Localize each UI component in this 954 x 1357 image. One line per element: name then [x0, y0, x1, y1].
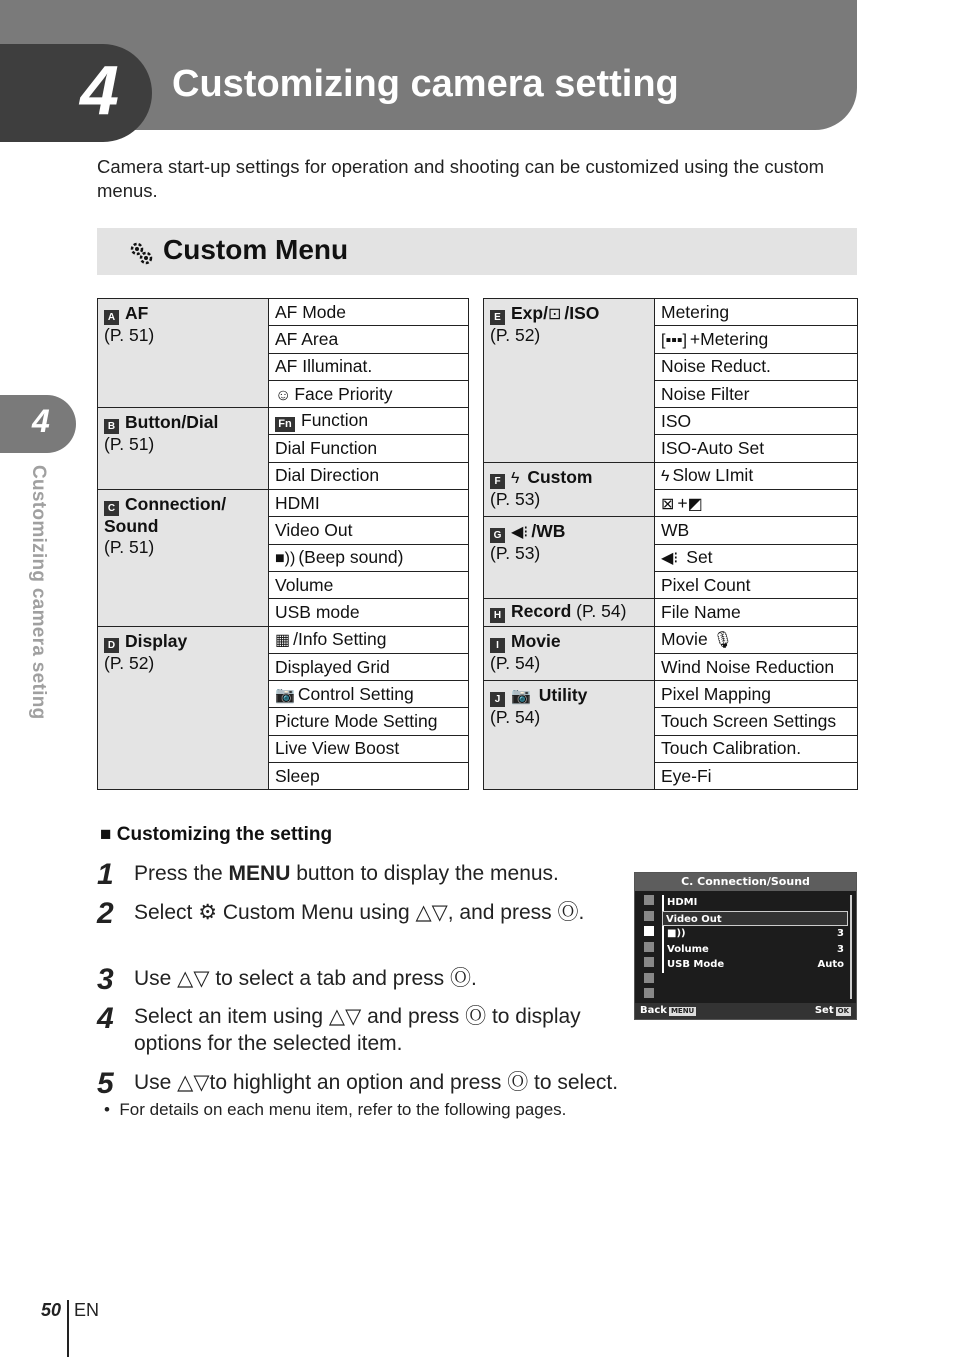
menu-item-af-metering [655, 326, 858, 353]
image-quality-icon: ◀⁝ [511, 524, 529, 542]
menu-item: Dial Direction [269, 462, 469, 489]
step-number: 2 [97, 897, 114, 930]
menu-item: ISO-Auto Set [655, 435, 858, 462]
tab-page-ref: (P. 52) [104, 652, 155, 673]
tab-page-ref: (P. 54) [576, 601, 627, 622]
tab-exp-iso [484, 299, 655, 463]
page-title: Customizing camera setting [172, 63, 679, 105]
custom-menu-table-left [97, 298, 469, 790]
tab-record [484, 599, 655, 626]
menu-item: AF Mode [269, 299, 469, 326]
tab-name: Display [125, 630, 188, 651]
tab-movie [484, 626, 655, 681]
square-bullet-icon: ■ [100, 824, 117, 845]
tab-quality-wb [484, 517, 655, 599]
menu-item: Volume [269, 571, 469, 598]
tab-name: Movie [511, 630, 561, 651]
flash-compensation-icon: ⊠ [661, 495, 675, 513]
language-label: EN [74, 1300, 100, 1320]
step-text: Use △▽to highlight an option and press Ⓞ to select. [134, 1071, 619, 1094]
chapter-tab [0, 44, 152, 142]
camera-back-label: Back [640, 1005, 667, 1016]
menu-item-label: Control Setting [297, 683, 414, 704]
camera-screen-footer [635, 1003, 856, 1019]
menu-item: Picture Mode Setting [269, 708, 469, 735]
menu-item-slow-limit [655, 462, 858, 489]
tab-name: Record [511, 601, 572, 622]
camera-row-label: Video Out [666, 913, 722, 925]
menu-item: Noise Reduct. [655, 353, 858, 380]
tab-af [98, 299, 269, 408]
step-text-part: Press the [134, 862, 229, 885]
custom-menu-gear-icon [128, 240, 154, 266]
camera-scrollbar [850, 895, 852, 999]
menu-item: Metering [655, 299, 858, 326]
fn-icon: Fn [275, 417, 295, 432]
tab-f-icon: F [490, 474, 505, 489]
image-quality-icon: ◀⁝ [661, 550, 679, 568]
intro-text: Camera start-up settings for operation and shooting can be customized using the custom menus. [97, 156, 825, 201]
menu-item-label: Function [301, 410, 369, 431]
chapter-number: 4 [80, 51, 119, 129]
camera-row-value: 3 [837, 943, 844, 955]
menu-item: Displayed Grid [269, 653, 469, 680]
tab-page-ref: (P. 51) [104, 537, 155, 558]
menu-item: AF Illuminat. [269, 353, 469, 380]
camera-row [662, 895, 848, 911]
menu-item-function [269, 408, 469, 435]
speaker-icon: ■)) [275, 550, 296, 568]
menu-item-label: Slow LImit [672, 465, 754, 486]
tab-page-ref: (P. 54) [490, 652, 541, 673]
bullet-icon: • [104, 1100, 120, 1119]
menu-item: Sleep [269, 763, 469, 790]
camera-row-label: Volume [667, 943, 709, 955]
camera-screen-list [662, 895, 848, 973]
tab-icon [644, 957, 654, 967]
tab-page-ref: (P. 52) [490, 325, 541, 345]
side-chapter-number: 4 [32, 403, 50, 439]
camera-row-selected [662, 911, 848, 927]
tab-icon-active [644, 926, 654, 936]
procedure-heading-text: Customizing the setting [116, 824, 333, 845]
menu-item-label: Face Priority [294, 383, 393, 404]
menu-item: File Name [655, 599, 858, 626]
menu-item: ISO [655, 408, 858, 435]
menu-item-label: /Info Setting [293, 629, 387, 650]
menu-item: Video Out [269, 517, 469, 544]
tab-icon [644, 895, 654, 905]
menu-button-icon: MENU [670, 1007, 695, 1015]
step-text [134, 899, 614, 926]
tab-icon [644, 942, 654, 952]
menu-button-label: MENU [228, 862, 291, 885]
procedure-heading [100, 824, 332, 846]
tab-connection-sound [98, 490, 269, 626]
tab-page-ref: (P. 51) [104, 325, 155, 345]
tab-g-icon: G [490, 528, 505, 543]
info-grid-icon: ▦ [275, 632, 291, 650]
note [104, 1100, 566, 1120]
flash-icon: ϟ [511, 469, 520, 487]
menu-item: Eye-Fi [655, 763, 858, 790]
step-number: 4 [97, 1002, 114, 1035]
camera-icon: 📷 [511, 688, 531, 706]
step-text: Use △▽ to select a tab and press Ⓞ. [134, 967, 477, 990]
menu-item-label: (Beep sound) [298, 547, 404, 568]
step-text-part: Custom Menu using △▽, and press Ⓞ. [217, 901, 585, 924]
camera-set-hint [815, 1003, 851, 1019]
menu-item-quality-set [655, 544, 858, 571]
menu-item-beep [269, 544, 469, 571]
menu-item: Pixel Count [655, 571, 858, 598]
tab-display [98, 626, 269, 790]
footer-divider [67, 1300, 69, 1357]
section-title: Custom Menu [163, 234, 349, 265]
tab-page-ref: (P. 53) [490, 488, 541, 509]
camera-screen-tabs [644, 895, 656, 1004]
tab-b-icon: B [104, 419, 119, 434]
step-text: Select an item using △▽ and press Ⓞ to display options for the selected item. [134, 1005, 581, 1055]
tab-name: AF [125, 303, 149, 323]
tab-name: Connection/ [125, 494, 227, 515]
camera-row-label: ■)) [667, 928, 686, 939]
menu-item: HDMI [269, 490, 469, 517]
menu-item: Pixel Mapping [655, 681, 858, 708]
menu-item-face-priority [269, 380, 469, 407]
camera-row-value: Auto [817, 959, 844, 970]
menu-item-info-setting [269, 626, 469, 653]
tab-button-dial [98, 408, 269, 490]
tab-d-icon: D [104, 638, 119, 653]
tab-page-ref: (P. 53) [490, 543, 541, 564]
ok-button-icon: OK [837, 1007, 849, 1015]
menu-item: WB [655, 517, 858, 544]
menu-item-movie-mic [655, 626, 858, 653]
tab-name: Button/Dial [125, 412, 219, 433]
menu-item: Live View Boost [269, 735, 469, 762]
custom-menu-table-right [483, 298, 858, 790]
metering-icon: ⊡ [547, 306, 562, 323]
tab-page-ref: (P. 51) [104, 434, 155, 455]
step-text [134, 860, 614, 887]
menu-item-label: + [677, 492, 688, 513]
side-chapter-label: Customizing camera seting [28, 465, 49, 720]
tab-name: Utility [538, 685, 588, 706]
camera-screen-illustration [634, 872, 857, 1020]
tab-flash-custom [484, 462, 655, 517]
af-frame-icon: [▪▪▪] [661, 331, 687, 349]
camera-back-hint [640, 1003, 696, 1019]
face-icon: ☺ [275, 386, 292, 404]
gear-icon: ⚙ [198, 901, 218, 924]
tab-i-icon: I [490, 638, 505, 653]
tab-c-icon: C [104, 501, 119, 516]
menu-item: Touch Calibration. [655, 735, 858, 762]
tab-e-icon: E [490, 310, 505, 325]
camera-row-value: 3 [837, 928, 844, 939]
menu-item-label: Movie [661, 629, 708, 650]
tab-name: Custom [527, 466, 593, 487]
menu-item: AF Area [269, 326, 469, 353]
tab-name: /WB [531, 521, 566, 542]
step-number: 5 [97, 1067, 114, 1100]
camera-row-label: HDMI [667, 897, 698, 908]
tab-icon [644, 973, 654, 983]
step-number: 3 [97, 963, 114, 996]
camera-row-label: USB Mode [667, 959, 725, 970]
menu-item-label: +Metering [689, 328, 769, 349]
page-number: 50 [41, 1300, 62, 1320]
step-number: 1 [97, 858, 114, 891]
tab-page-ref: (P. 54) [490, 707, 541, 728]
tab-j-icon: J [490, 692, 505, 707]
menu-item: Noise Filter [655, 380, 858, 407]
camera-row [662, 957, 848, 973]
menu-item-control-setting [269, 681, 469, 708]
tab-name-line2: Sound [104, 516, 159, 537]
step-text-part: button to display the menus. [290, 862, 559, 885]
flash-icon: ϟ [661, 468, 670, 486]
microphone-icon: 🎙 [712, 632, 733, 650]
tab-utility [484, 681, 655, 790]
tab-name: Exp/ [511, 303, 548, 323]
tab-icon [644, 911, 654, 921]
menu-item-flash-comp [655, 490, 858, 517]
menu-item: USB mode [269, 599, 469, 626]
camera-screen-title: C. Connection/Sound [635, 873, 856, 891]
camera-icon: 📷 [275, 686, 295, 704]
menu-item: Dial Function [269, 435, 469, 462]
step-text-part: Select [134, 901, 199, 924]
exposure-compensation-icon: ◩ [687, 495, 703, 513]
menu-item: Touch Screen Settings [655, 708, 858, 735]
menu-item: Wind Noise Reduction [655, 653, 858, 680]
tab-icon [644, 988, 654, 998]
tab-a-icon: A [104, 310, 119, 325]
tab-name-suffix: /ISO [564, 303, 600, 323]
tab-h-icon: H [490, 608, 505, 623]
note-text: For details on each menu item, refer to the following pages. [119, 1100, 567, 1119]
menu-item-label: Set [686, 547, 713, 568]
camera-row [662, 942, 848, 958]
camera-set-label: Set [814, 1005, 834, 1016]
camera-row [662, 926, 848, 942]
